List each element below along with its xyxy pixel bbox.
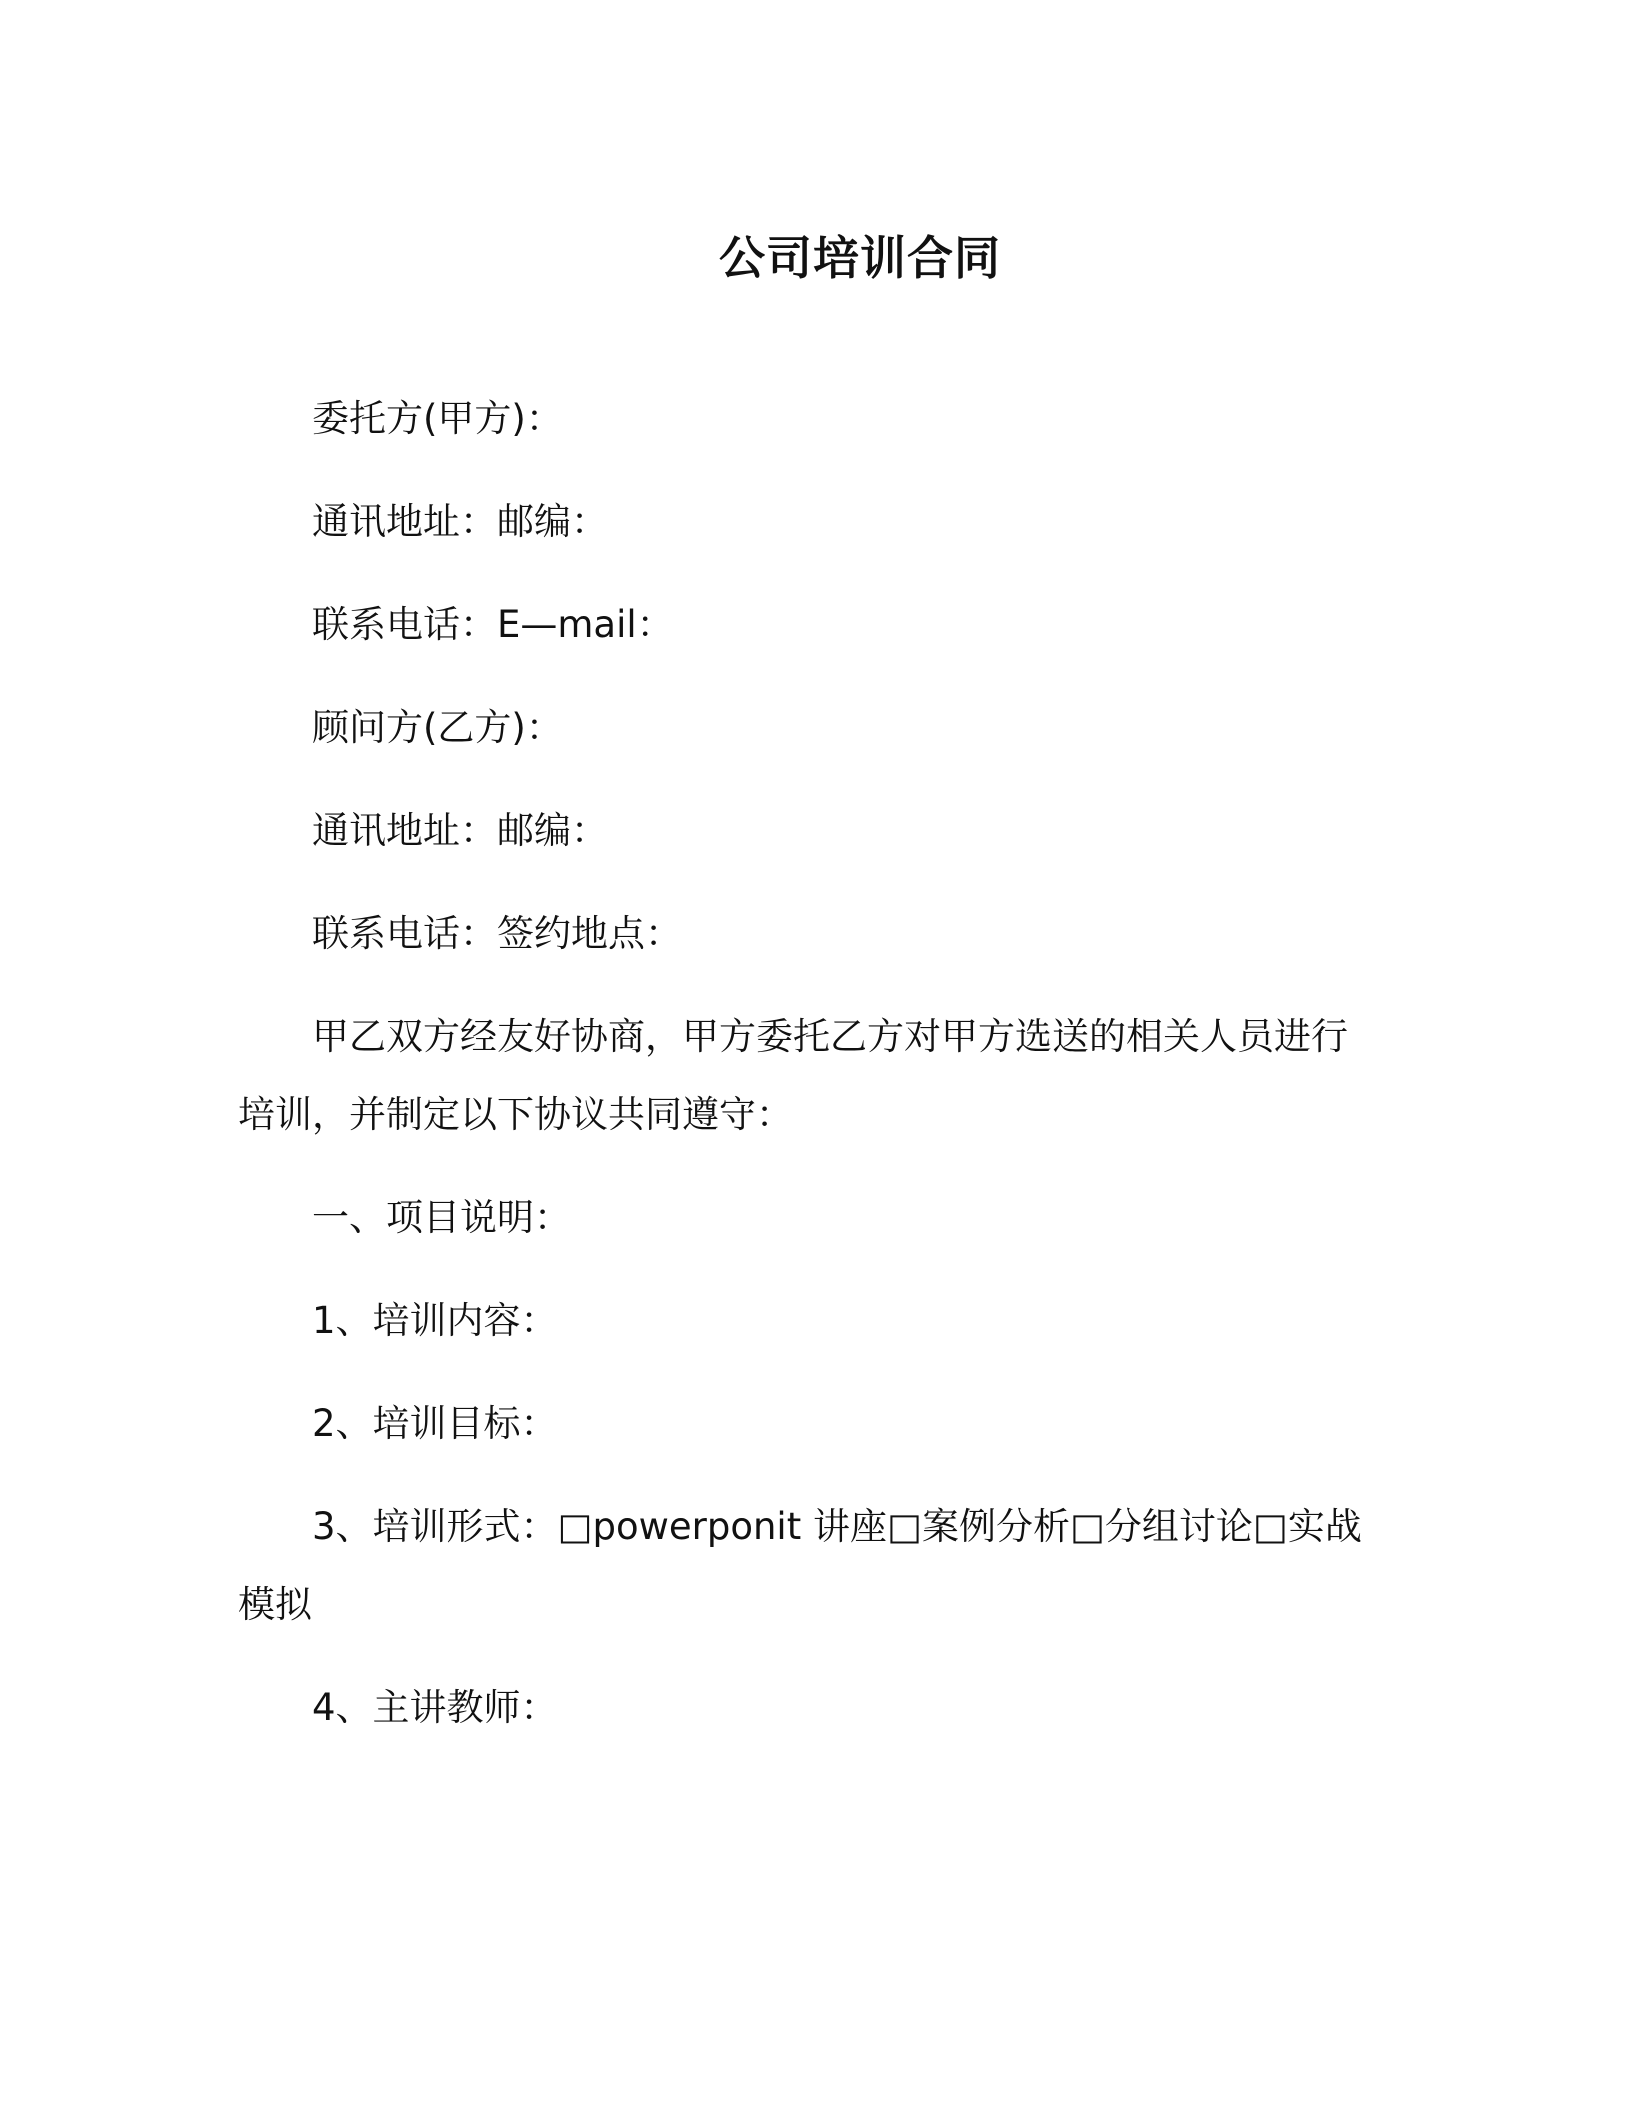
item-training-format: 3、培训形式：□powerponit 讲座□案例分析□分组讨论□实战 [312,1505,1362,1548]
intro-line-2: 培训，并制定以下协议共同遵守： [238,1093,793,1136]
section-1-heading: 一、项目说明： [312,1196,571,1239]
party-a-contact: 联系电话：E—mail： [312,603,674,646]
party-b-address: 通讯地址：邮编： [312,809,608,852]
party-b-contact: 联系电话：签约地点： [312,912,682,955]
item-training-format-continued: 模拟 [238,1583,312,1626]
intro-line-1: 甲乙双方经友好协商，甲方委托乙方对甲方选送的相关人员进行 [312,1015,1348,1058]
party-a-label: 委托方(甲方)： [312,397,563,440]
item-lead-instructor: 4、主讲教师： [312,1686,558,1729]
item-training-goal: 2、培训目标： [312,1402,558,1445]
party-a-address: 通讯地址：邮编： [312,500,608,543]
item-training-content: 1、培训内容： [312,1299,558,1342]
document-title: 公司培训合同 [719,231,1001,285]
party-b-label: 顾问方(乙方)： [312,706,563,749]
